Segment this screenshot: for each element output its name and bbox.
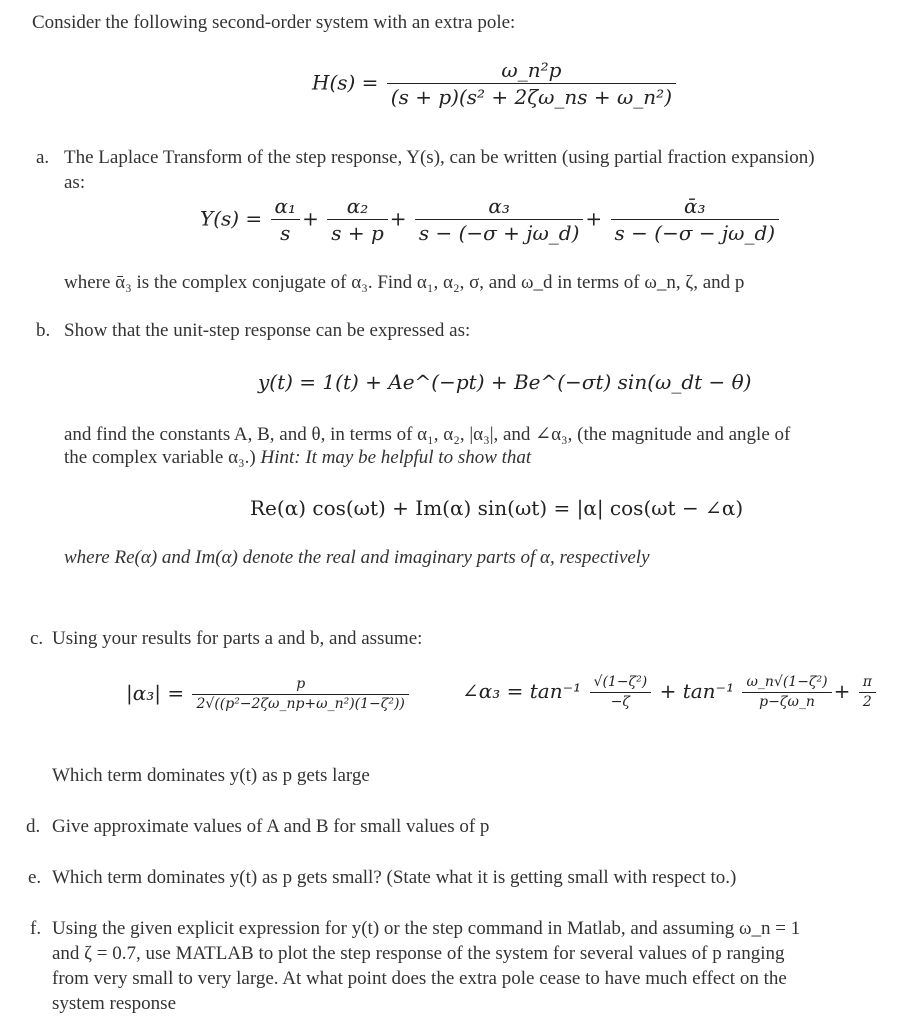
magnitude-equation — [126, 676, 411, 713]
mag-num: p — [192, 676, 408, 695]
part-b-hint: Hint: It may be helpful to show that — [260, 447, 532, 468]
part-a-where: where ᾱ₃ is the complex conjugate of α₃. Find α₁, α₂, σ, and ω_d in terms of ω_n, ζ, and p — [64, 272, 745, 293]
transfer-function — [312, 58, 678, 110]
part-f-line-4: system response — [52, 993, 177, 1014]
angle-frac-3 — [859, 674, 876, 711]
step-response-equation: y(t) = 1(t) + Ae^(−pt) + Be^(−σt) sin(ω_dt − θ) — [258, 370, 752, 394]
pf-term-3-num: α₃ — [415, 194, 584, 220]
part-c-label: c. — [30, 628, 44, 649]
pf-term-2-num: α₂ — [327, 194, 388, 220]
part-d-text: Give approximate values of A and B for small values of p — [52, 816, 490, 837]
part-b-text: Show that the unit-step response can be expressed as: — [64, 320, 471, 341]
intro-text: Consider the following second-order system with an extra pole: — [32, 12, 516, 33]
part-a-label: a. — [36, 147, 50, 168]
part-d-label: d. — [26, 816, 41, 837]
part-f-line-3: from very small to very large. At what point does the extra pole cease to have much effect on the — [52, 968, 787, 989]
part-b-label: b. — [36, 320, 51, 341]
mag-den: 2√((p²−2ζω_np+ω_n²)(1−ζ²)) — [196, 695, 405, 712]
angle-f2-den: p−ζω_n — [759, 693, 815, 710]
pf-term-1-den: s — [280, 221, 291, 245]
part-f-line-2: and ζ = 0.7, use MATLAB to plot the step response of the system for several values of p ranging — [52, 943, 785, 964]
angle-f3-den: 2 — [862, 693, 872, 710]
pf-term-3 — [415, 194, 584, 246]
part-c-text: Using your results for parts a and b, and assume: — [52, 628, 423, 649]
pf-term-3-den: s − (−σ + jω_d) — [418, 221, 580, 245]
mag-lhs: |α₃| = — [126, 680, 185, 705]
pf-term-4-den: s − (−σ − jω_d) — [614, 221, 776, 245]
angle-lhs: ∠α₃ = tan⁻¹ — [462, 678, 582, 703]
tf-fraction — [387, 58, 676, 110]
identity-equation: Re(α) cos(ωt) + Im(α) sin(ωt) = |α| cos(ωt − ∠α) — [250, 496, 744, 520]
pf-term-2 — [327, 194, 388, 246]
part-f-label: f. — [30, 918, 42, 939]
part-f-line-1: Using the given explicit expression for y(t) or the step command in Matlab, and assuming ω_n = 1 — [52, 918, 801, 939]
part-c-question: Which term dominates y(t) as p gets large — [52, 765, 370, 786]
pf-term-1-num: α₁ — [271, 194, 301, 220]
pf-term-4 — [611, 194, 780, 246]
part-b-where-note: where Re(α) and Im(α) denote the real and imaginary parts of α, respectively — [64, 547, 650, 568]
part-e-text: Which term dominates y(t) as p gets small? (State what it is getting small with respect to.) — [52, 867, 737, 888]
mag-fraction — [192, 676, 408, 713]
pf-term-1 — [271, 194, 301, 246]
angle-f3-num: π — [859, 674, 876, 693]
part-e-label: e. — [28, 867, 42, 888]
angle-equation: ∠α₃ = tan⁻¹ $\frac{\text{√(1−ζ²)}}{-\zeta}$ + tan⁻¹ $\frac{\text{ω\_n√(1−ζ²)}}{p-\zeta\omega\_n}$ + $\frac{\pi}{2}$ — [462, 674, 878, 711]
pf-term-2-den: s + p — [331, 221, 384, 245]
angle-frac-2 — [742, 674, 831, 711]
part-a-text-2: as: — [64, 172, 86, 193]
angle-plus: + tan⁻¹ — [659, 678, 735, 703]
tf-denominator: (s + p)(s² + 2ζω_ns + ω_n²) — [390, 85, 672, 109]
part-b-find-2a: the complex variable α₃.) — [64, 447, 261, 468]
part-b-find-2 — [64, 447, 531, 469]
angle-f1-den: −ζ — [610, 693, 631, 710]
angle-f2-num: ω_n√(1−ζ²) — [742, 674, 831, 693]
partial-fraction-equation: Y(s) = $\frac{\text{α₁}}{s}$ + $\frac{\text{α₂}}{s + p}$ + $\frac{\text{α₃}}{s - (-\sigma + j\omega\_d)}$ + $\frac{\text{ᾱ₃}}{s - (-\sigma - j\omega\_d)}$ — [200, 194, 781, 246]
angle-f1-num: √(1−ζ²) — [590, 674, 652, 693]
pf-lhs: Y(s) = — [200, 206, 263, 231]
tf-numerator: ω_n²p — [387, 58, 676, 84]
part-a-text-1: The Laplace Transform of the step response, Y(s), can be written (using partial fraction expansion) — [64, 147, 815, 168]
tf-lhs: H(s) = — [312, 70, 379, 95]
pf-term-4-num: ᾱ₃ — [611, 194, 780, 220]
angle-frac-1 — [590, 674, 652, 711]
part-b-find-1: and find the constants A, B, and θ, in terms of α₁, α₂, |α₃|, and ∠α₃, (the magnitude and angle of — [64, 424, 791, 445]
